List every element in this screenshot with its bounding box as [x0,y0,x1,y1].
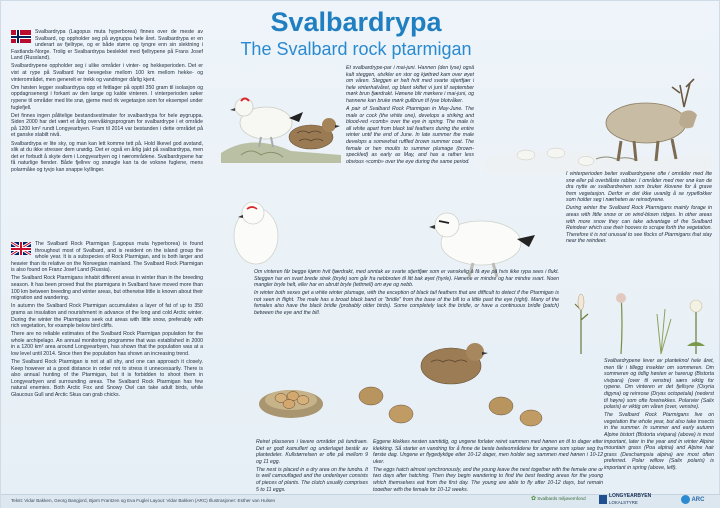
nest-and-chicks-illustration [251,326,561,438]
winter-foraging-en: During winter the Svalbard Rock Ptarmigans mainly forage in areas with little snow or on wind-blown ridges. In other areas with more snow they can take advantage of the Svalbard Reindeer which use their hooves to scrape forth the vegetation. Therefore it is not unusual to see flocks of Ptarmigans that stay near the reindeer. [566,205,712,245]
no-paragraph: Om høsten legger svalbardrypa opp et fettlager på opptil 350 gram til isolasjon og oppdagnsenergi i forkant av den lange og kalde vinteren. I vinterperioden søker rypene til områder med lite snø, gjerne med rik vegetasjon som for eksempel under fuglefjell. [11,84,203,111]
plants-illustration [561,276,716,356]
pair-caption-no: Et svalbardrype-par i mai-juni. Hannen (den lyse) også kalt steggen, utvikler en stor og kjøttrød kam over øyet om våren. Steggen er helt hvit med svarte stjertfjær i hele vinterhalvåret, og blant skiftet vi juni til september mørk brun fjærdrakt. Hønene blir mørkere i mai-juni, og hannene kan bruke mørk gullbrun til lyse blotvåker. [346,65,474,104]
winter-plumage-en: In winter both sexes get a white winter plumage, with the exception of black tail feathers that are difficult to detect if the Ptarmigan is not seen in flight. The male has a broad black band or "bridle" from the base of the bill to a little past the eye (right). Many of the females also have the black bridle (probably older birds). Some completely lack the bridle, or have a continuous bridle (patch) between the eye and the bill. [254,290,559,317]
pair-caption-en: A pair of Svalbard Rock Ptarmigan in May-June. The male or cock (the white one), develops a striking and blood-red «comb» over the eye in spring. The male is all white apart from black tail feathers during the entire winter until the end of June. In late summer the male develops a somewhat ruffled brown summer coat. The female or hen moults to summer plumage (brown-speckled) as early as May, and has a rather less obvious «comb» over the eye during the same period. [346,106,474,165]
lokalstyre-text: LOKALSTYRE [609,499,638,505]
miljovernfond-logo [531,495,586,502]
longyearbyen-logo [599,494,651,505]
uk-flag-icon [11,242,31,255]
no-paragraph: Det finnes ingen pålitelige bestandsestimater for svalbardrypa for hele øygruppa. Siden 2000 har det vært et årlig overvåkingsprogram for svalbardrype i et område på 1200 km² rundt Longyearbyen. Fram til 2014 var bestanden i dette området på et ganske stabilt nivå. [11,112,203,139]
winter-plumage-no: Om vinteren får begge kjønn hvit fjærdrakt, med unntak av svarte stjertfjær som er vanskelig å få øye på hvis ikke rypa sees i flukt. Steggen har en svart brede strek (bryle) som går fra nebbroten til litt bak øyet (hyrle). Hønene er mindre og har mindre svart. Noen mangler bryle helt, eller har en ubrutt bryle (tettmell) om øye og nebb. [254,269,559,289]
winter-foraging-no: I vinterperioden beiter svalbardrypene ofte i områder med lite snø eller på overblåste rabber. I områder med mer snø kan de dra nytte av svalbardreinen som bruker klovene for å grave frem vegetasjon. Derfor er det ikke uvanlig å se rypeflokker som holder seg i nærheten av reinsdyrene. [566,171,712,204]
title-norwegian: Svalbardrypa [270,7,442,37]
nest-caption [256,439,368,493]
miljovernfond-text: Svalbards miljøvernfond [537,496,586,501]
en-paragraph: There are no reliable estimates of the Svalbard Rock Ptarmigan population for the whole archipelago. An annual monitoring programme that was established in 2000 in a 1200 km² area around Longyearbyen, has shown that the population was at a low level until 2014. Since then the population has shown an increasing trend. [11,331,203,357]
lokalstyre-emblem-icon [599,495,607,504]
diet-text [604,358,714,492]
winter-foraging-text [566,171,712,275]
hatching-caption-en: The eggs hatch almost synchronously, and the young leave the nest together with the female one or two days after hatching. Then they begin wandering to find the best feeding areas for the young which themselves eat from the first day. The young are able to fly after 10-12 days, but remain together with the female for 10-12 weeks. [373,466,603,491]
no-paragraph: Svalbardrypene oppholder seg i ulike områder i vinter- og hekkeperioden. Det er vist at rype på Svalbard har bevegelse mellom 100 km mellom hekke- og vinterområdet, men generelt er trekk og vandringer dårlig kjent. [11,63,203,83]
diet-en: The Svalbard Rock Ptarmigans live on vegetation the whole year, but also take insects in the summer. In summer and early autumn Alpine bistort (Bistorta vivipara) (above) is most important, later in the year and in winter Alpine mountain grass (Poa alpina) and Alpine hair grass (Deschampsia alpina) are most often preferred. Polar willow (Salix polaris) is important in spring (above, left). [604,412,714,471]
longyearbyen-text: LONGYEARBYEN [609,493,652,499]
no-paragraph: Svalbardrypa (Lagopus muta hyperborea) finnes over de meste av Svalbard, og oppholder seg på øygruppa hele året. Svalbardrypa er en underart av fjellrype, og er både større og tyngre enn sin slektning i Fastlands-Norge. Trolig er Svalbardrypa beslektet med fjellrypene på Frans Josef Land (Russland). [11,29,203,62]
en-paragraph: The Svalbard Rock Ptarmigans inhabit different areas in winter than in the breeding season. It has been proved that the ptarmigans in Svalbard have moved more than 100 km between breeding and winter areas, but otherwise little is known about their migration and wandering. [11,275,203,302]
en-paragraph: In autumn the Svalbard Rock Ptarmigan accumulates a layer of fat of up to 350 grams as insulation and nourishment in advance of the long and cold Arctic winter. During the winter the Ptarmigans seek out areas with little snow, preferably with rich vegetation, for example below bird cliffs. [11,303,203,330]
no-paragraph: Svalbardrypa er lite sky, og man kan lett komme tett på. Hold likevel god avstand, slik at du ikke stresser dem unødig. Det er også en årlig jakt på svalbardrypa, men det er forbudt å skyte dem i Longyearbyen og i nærområdene. Svalbardrypene har få naturlige fiender. Både fjellrev og snøugle kan ta de voksne fuglene, mens polarmåke og tyvjo kan snappe kyllinger. [11,140,203,173]
pair-caption [346,65,474,181]
ptarmigan-pair-illustration [211,63,351,163]
title-english: The Svalbard rock ptarmigan [240,39,472,59]
footer-credits: Tekst: Vidar Bakken, Georg Bangjord, Bjørn Frantzen og Eva Fuglei Layout: Vidar Bakken (ARC) Illustrasjoner: Esther van Hulsen [11,498,276,503]
norwegian-flag-icon [11,30,31,43]
english-text [11,241,203,491]
arc-emblem-icon [681,495,690,504]
norwegian-text [11,29,203,267]
nest-caption-no: Reiret plasseres i lavere områder på tundraen. Det er godt kamuflert og underlaget består av plantedeler. Kullstørrelsen er ofte på mellom 9 og 11 egg. [256,439,368,465]
arc-logo [681,495,704,504]
diet-no: Svalbardrypene lever av planteknol hele året, men får i tillegg insekter om sommeren. Om sommeren og tidlig høsten er harerug (Bistorta vivipara) (over til venstre) særs viktig for rypene. Om vinteren er det fjellsyre (Oxyria digyna) og reinrose (Dryas octopetala) (nederst til høyre) som ofte foretrekkes. Polarvier (Salix polaris) er viktig om våren (over, venstre). [604,358,714,411]
hatching-caption-no: Eggene klekkes nesten samtidig, og ungene forlater reiret sammen med hønen en til to dager etter klekking. Så starter en vandring for å finne de beste beiteområdene for ungene som spiser seg fra første dag. Ungene er flygedyktige etter 10-12 dager, men holder seg sammen med hønen i 10-12 uker. [373,439,603,465]
leaf-icon: ✿ [531,496,537,502]
hatching-caption [373,439,603,491]
en-paragraph: The Svalbard Rock Ptarmigan (Lagopus muta hyperborea) is found throughout most of Svalbard, and is resident on the island group the whole year. It is a subspecies of Rock Ptarmigan, and is both larger and heavier than its relative on the Norwegian mainland. The Svalbard Rock Ptarmigan is also found on Franz Josef Land (Russia). [11,241,203,274]
nest-caption-en: The nest is placed in a dry area on the tundra. It is well camouflaged and the underlayer consists of pieces of plants. The clutch usually comprises 5 to 11 eggs. [256,466,368,493]
en-paragraph: The Svalbard Rock Ptarmigan is not at all shy, and one can approach it closely. Keep however at a good distance in order not to stress it unnecessarily. There is also annual hunting of the Ptarmigan, but it is forbidden to shoot them in Longyearbyen and surrounding areas. The Svalbard Rock Ptarmigan has few natural enemies. Both Arctic Fox and Snowy Owl can take adult birds, while Glaucous Gull and Arctic Skua can grab chicks. [11,359,203,399]
arc-text: ARC [691,497,705,504]
winter-plumage-text [254,269,559,333]
reindeer-illustration [486,63,711,173]
